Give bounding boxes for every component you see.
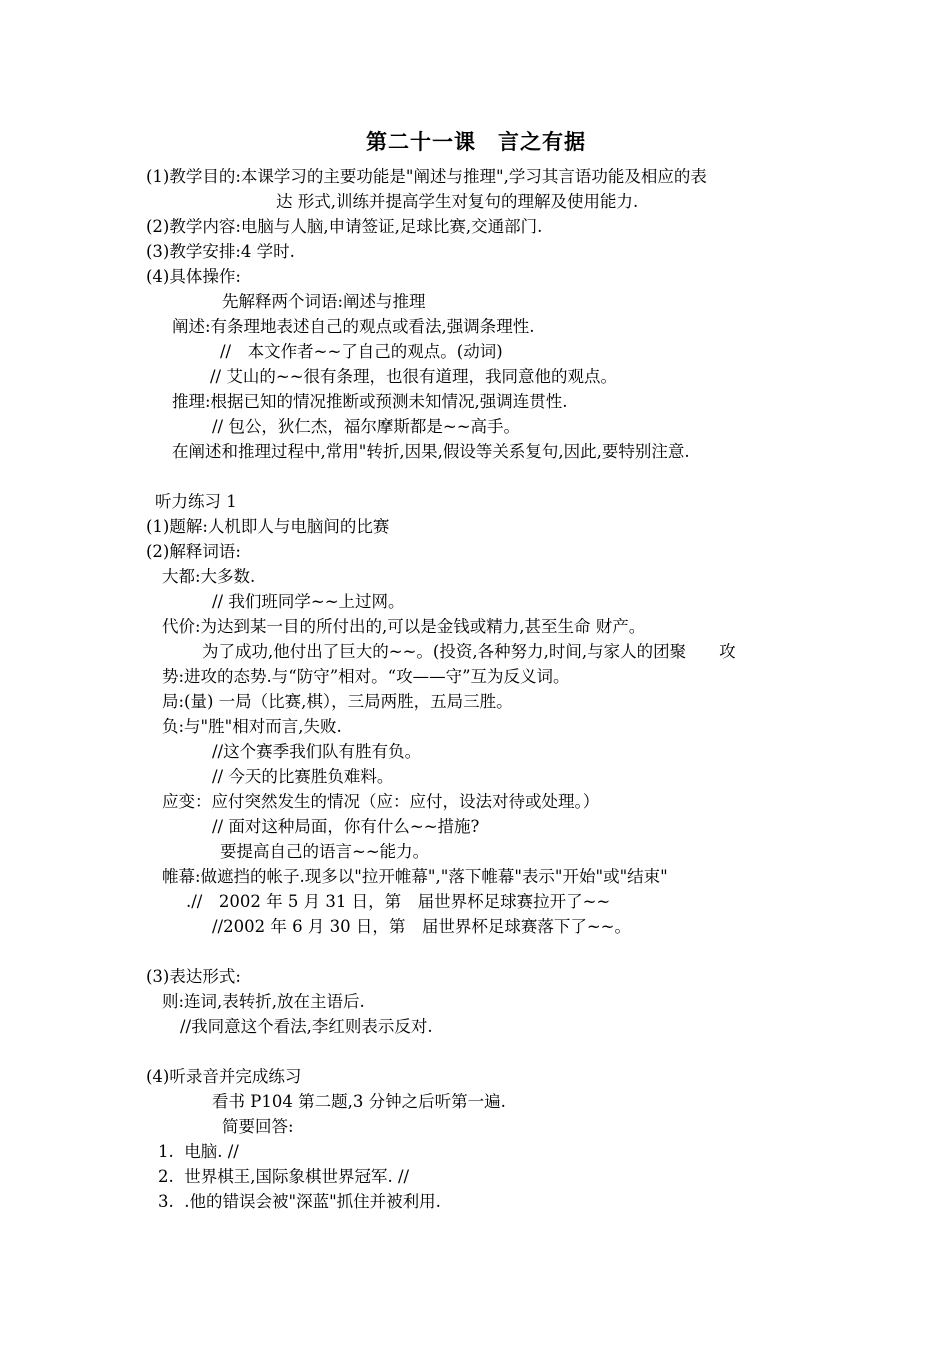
example-line: // 本文作者~~了自己的观点。(动词) [220, 342, 503, 361]
answer-item: 3. .他的错误会被"深蓝"抓住并被利用. [158, 1192, 441, 1211]
lesson-title: 第二十一课 言之有据 [366, 129, 586, 154]
text-line: (3)表达形式: [146, 967, 241, 986]
example-line: // 包公，狄仁杰，福尔摩斯都是~~高手。 [212, 417, 521, 436]
text-line: (2)解释词语: [146, 542, 241, 561]
definition-line: 帷幕:做遮挡的帐子.现多以"拉开帷幕","落下帷幕"表示"开始"或"结束" [162, 867, 668, 886]
definition-line: 应变：应付突然发生的情况（应：应付，设法对待或处理。） [162, 792, 600, 811]
example-line: //这个赛季我们队有胜有负。 [212, 742, 422, 761]
objective-line-2: 达 形式,训练并提高学生对复句的理解及使用能力. [276, 192, 639, 211]
example-line: // 艾山的~~很有条理，也很有道理，我同意他的观点。 [210, 367, 618, 386]
answer-item: 1. 电脑. // [158, 1142, 239, 1161]
content-line: (2)教学内容:电脑与人脑,申请签证,足球比赛,交通部门. [146, 217, 543, 236]
example-line: //我同意这个看法,李红则表示反对. [180, 1017, 433, 1036]
example-line: //2002 年 6 月 30 日，第 届世界杯足球赛落下了~~。 [212, 917, 631, 936]
text-line: 简要回答: [222, 1117, 294, 1136]
definition-line: 阐述:有条理地表述自己的观点或看法,强调条理性. [172, 317, 535, 336]
definition-line: 局:(量) 一局（比赛,棋），三局两胜，五局三胜。 [162, 692, 513, 711]
example-line: // 面对这种局面，你有什么~~措施? [212, 817, 480, 836]
text-line: 看书 P104 第二题,3 分钟之后听第一遍. [212, 1092, 506, 1111]
section-heading: 听力练习 1 [155, 492, 237, 511]
text-line: 在阐述和推理过程中,常用"转折,因果,假设等关系复句,因此,要特别注意. [172, 442, 690, 461]
operation-heading: (4)具体操作: [146, 267, 241, 286]
definition-line: 则:连词,表转折,放在主语后. [162, 992, 365, 1011]
example-line: 为了成功,他付出了巨大的~~。(投资,各种努力,时间,与家人的团聚 攻 [202, 642, 736, 661]
schedule-line: (3)教学安排:4 学时. [146, 242, 295, 261]
definition-line: 大都:大多数. [162, 567, 256, 586]
text-line: (4)听录音并完成练习 [146, 1067, 302, 1086]
definition-line: 势:进攻的态势.与“防守”相对。“攻——守”互为反义词。 [162, 667, 570, 686]
example-line: .// 2002 年 5 月 31 日，第 届世界杯足球赛拉开了~~ [186, 892, 611, 911]
example-line: // 今天的比赛胜负难料。 [212, 767, 394, 786]
definition-line: 代价:为达到某一目的所付出的,可以是金钱或精力,甚至生命 财产。 [162, 617, 646, 636]
example-line: // 我们班同学~~上过网。 [212, 592, 405, 611]
answer-item: 2. 世界棋王,国际象棋世界冠军. // [158, 1167, 410, 1186]
definition-line: 推理:根据已知的情况推断或预测未知情况,强调连贯性. [172, 392, 568, 411]
text-line: (1)题解:人机即人与电脑间的比赛 [146, 517, 390, 536]
example-line: 要提高自己的语言~~能力。 [220, 842, 430, 861]
definition-line: 负:与"胜"相对而言,失败. [162, 717, 342, 736]
text-line: 先解释两个词语:阐述与推理 [222, 292, 426, 311]
objective-line-1: (1)教学目的:本课学习的主要功能是"阐述与推理",学习其言语功能及相应的表 [146, 167, 707, 186]
